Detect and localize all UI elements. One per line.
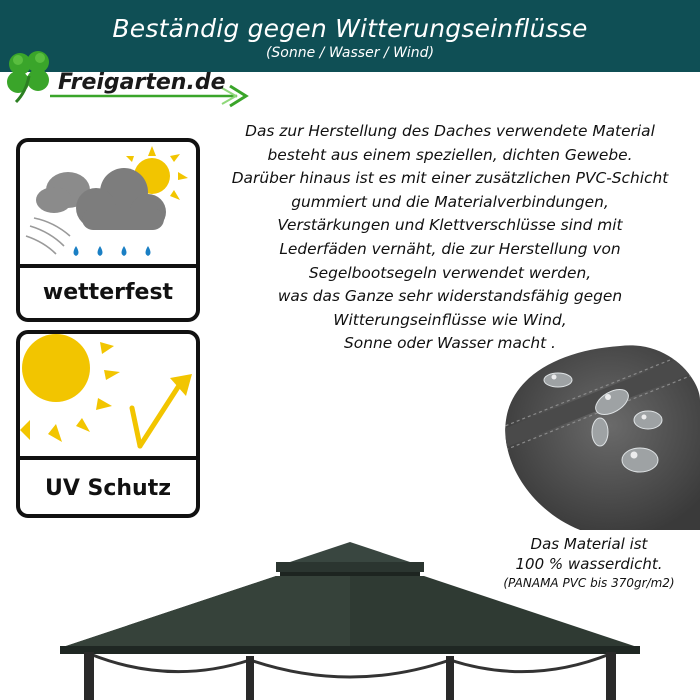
description-line: Das zur Herstellung des Daches verwendete Material — [245, 122, 655, 140]
badge-divider — [20, 264, 196, 268]
badge-label-weatherproof: wetterfest — [42, 280, 174, 305]
description-line: Verstärkungen und Klettverschlüsse sind mit — [277, 216, 623, 235]
description-line: Segelbootsegeln verwendet werden, — [308, 263, 592, 282]
caption-line: (PANAMA PVC bis 370gr/m2) — [503, 576, 675, 590]
description-line: Witterungseinflüsse wie Wind, — [333, 310, 567, 329]
sun-cloud-rain-icon — [20, 142, 196, 262]
badge-divider — [20, 456, 196, 460]
description-line: Sonne oder Wasser macht . — [344, 334, 556, 353]
material-description — [206, 120, 694, 356]
page-subtitle: (Sonne / Wasser / Wind) — [265, 45, 435, 61]
description-line: Lederfäden vernäht, die zur Herstellung von — [279, 239, 621, 258]
badge-label-uv-protection: UV Schutz — [44, 476, 172, 501]
logo-text: Freigarten.de — [58, 70, 226, 95]
description-line: was das Ganze sehr widerstandsfähig gegen — [277, 287, 623, 306]
sun-uv-arrow-icon — [20, 334, 196, 454]
badge-uv-protection — [16, 330, 200, 518]
description-line: besteht aus einem speziellen, dichten Gewebe. — [267, 145, 633, 164]
description-line: gummiert und die Materialverbindungen, — [291, 192, 609, 211]
description-line: Darüber hinaus ist es mit einer zusätzlichen PVC-Schicht — [231, 169, 669, 188]
gazebo-roof-image — [50, 536, 650, 700]
caption-line: Das Material ist — [530, 535, 648, 553]
fabric-water-droplets-image — [500, 340, 700, 530]
badge-weatherproof — [16, 138, 200, 322]
caption-line: 100 % wasserdicht. — [515, 555, 663, 573]
page-title: Beständig gegen Witterungseinflüsse — [112, 14, 588, 43]
